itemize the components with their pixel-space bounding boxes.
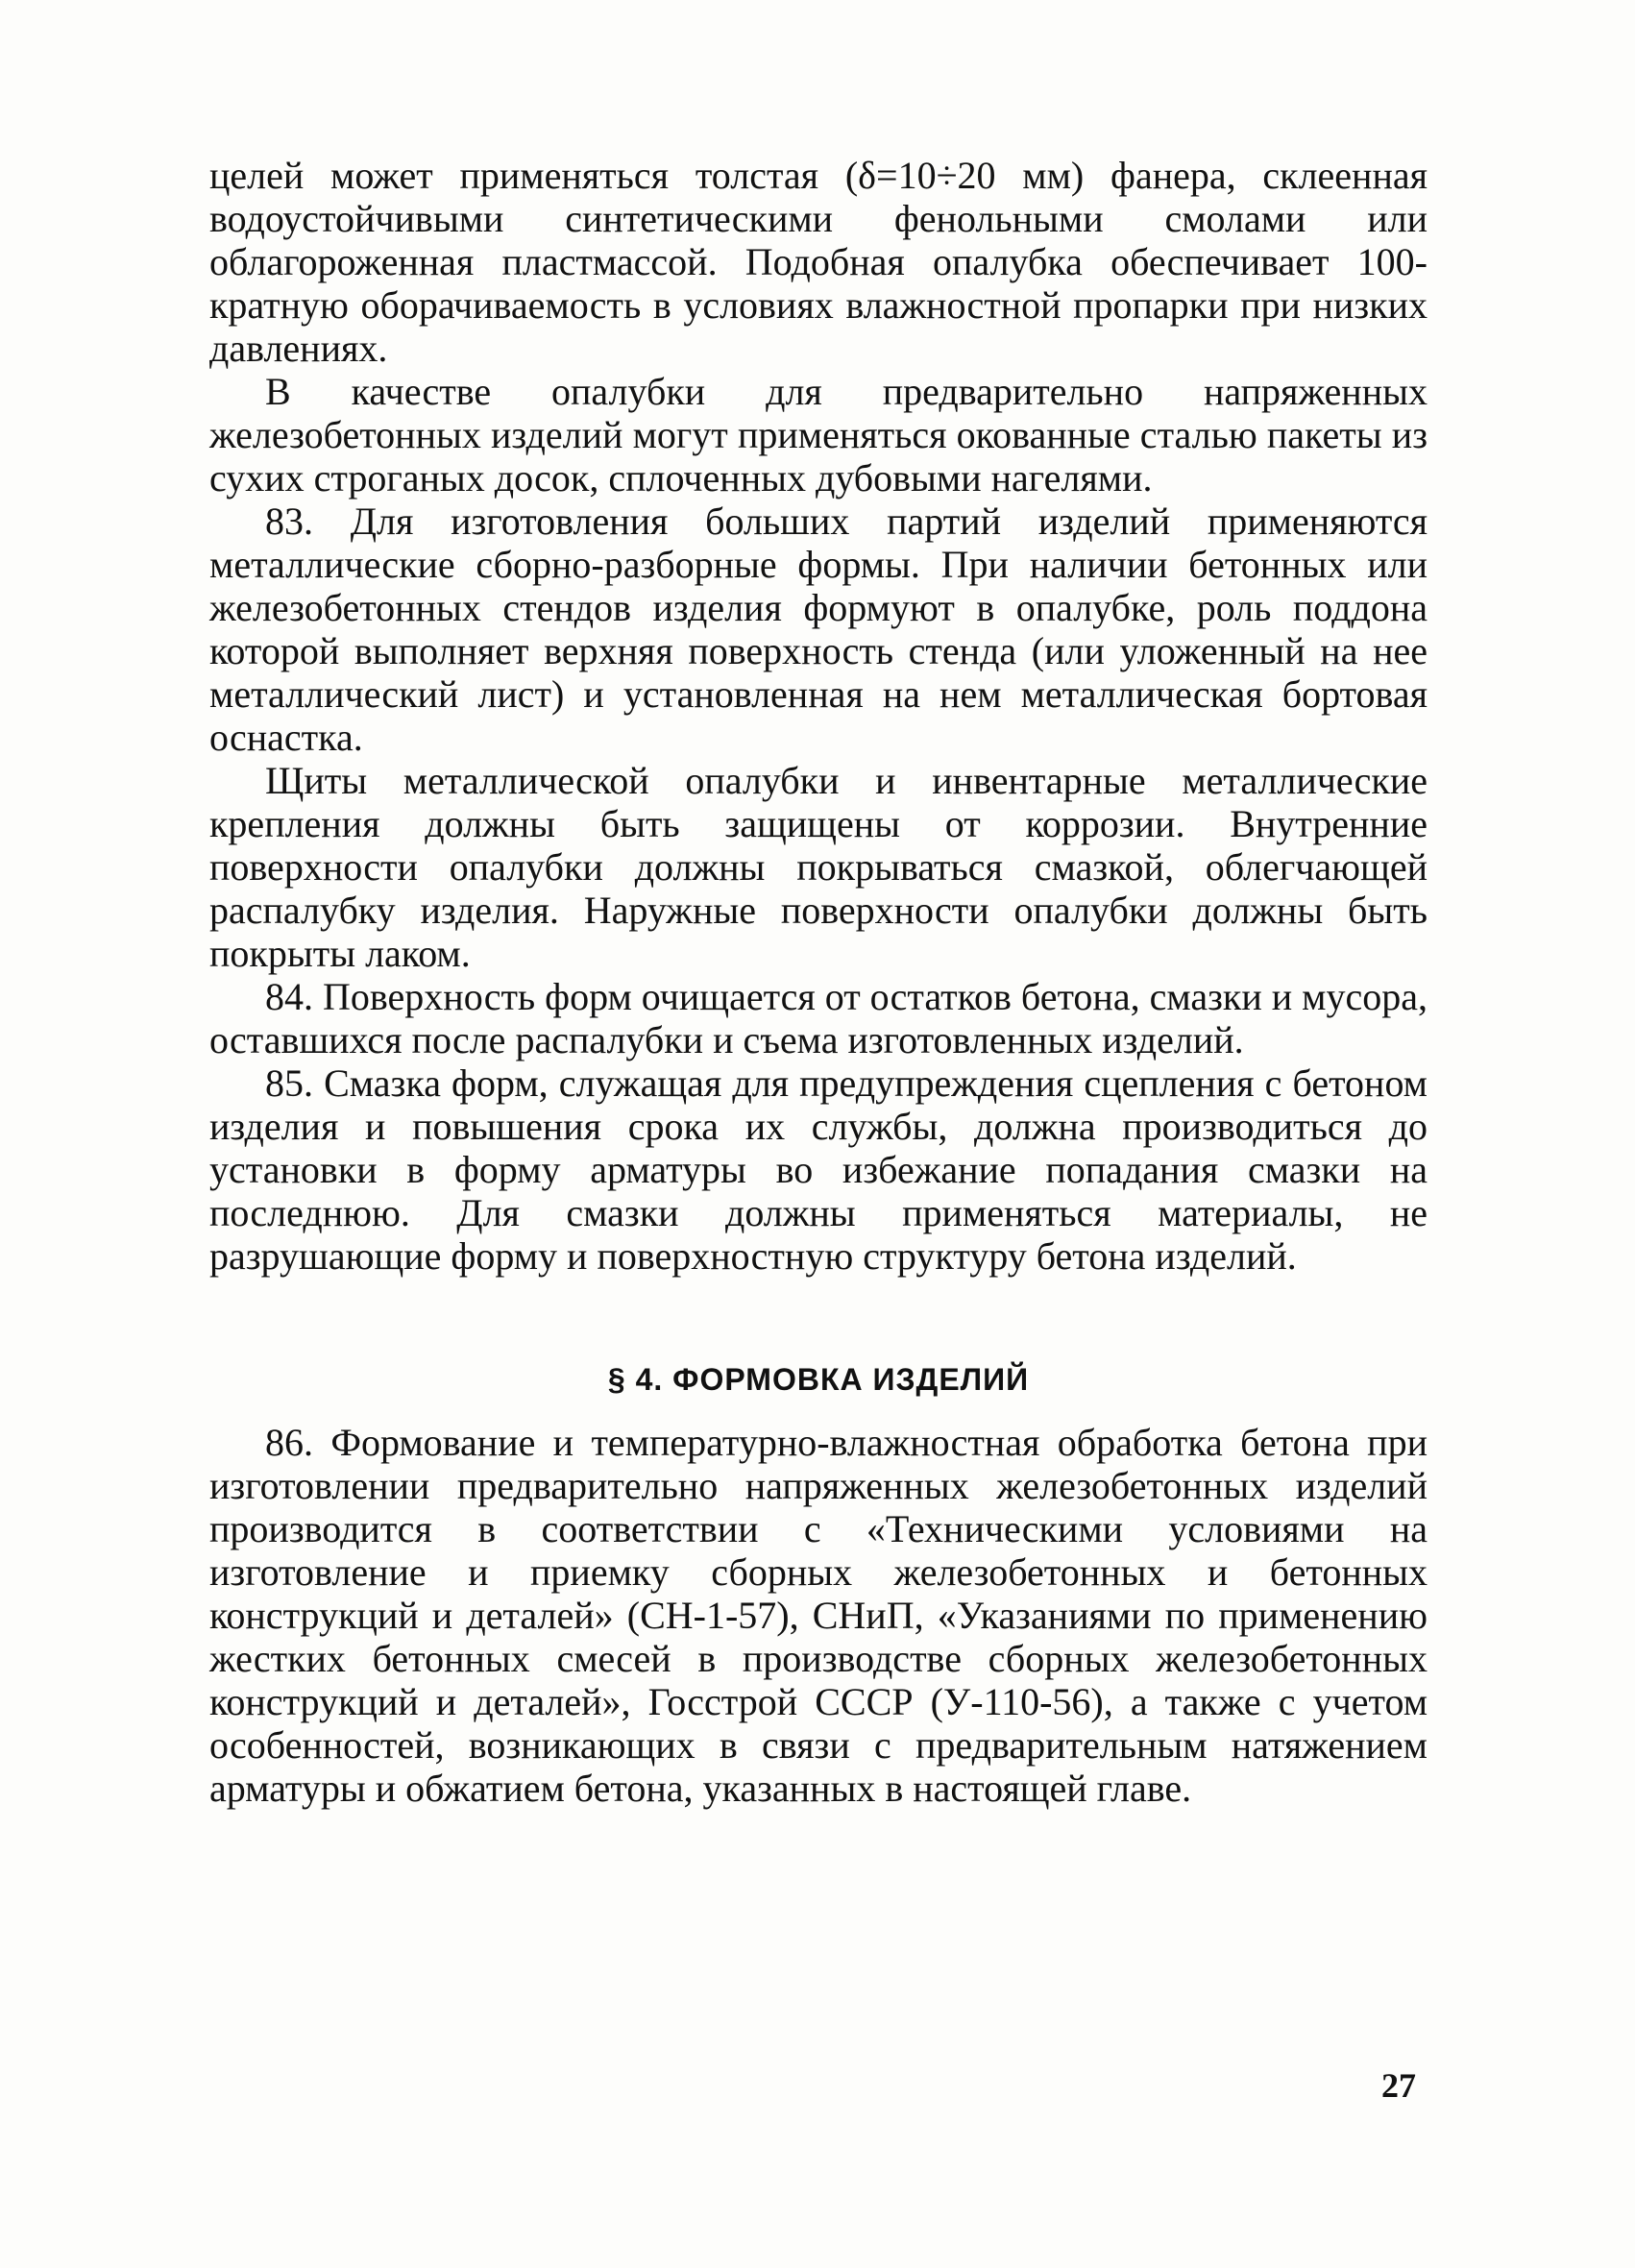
paragraph-83: 83. Для изготовления больших партий изделий применяются металлические сборно-разборные формы. При наличии бетонных или железобетонных стендов изделия формуют в опалубке, роль поддона которой выполняет верхняя поверхность стенда (или уложенный на нее металлический лист) и установленная на нем металлическая бортовая оснастка. bbox=[209, 500, 1428, 759]
paragraph-86: 86. Формование и температурно-влажностная обработка бетона при изготовлении предварительно напряженных железобетонных изделий производится в соответствии с «Техническими условиями на изготовление и приемку сборных железобетонных и бетонных конструкций и деталей» (СН-1-57), СНиП, «Указаниями по применению жестких бетонных смесей в производстве сборных железобетонных конструкций и деталей», Госстрой СССР (У-110-56), а также с учетом особенностей, возникающих в связи с предварительным натяжением арматуры и обжатием бетона, указанных в настоящей главе. bbox=[209, 1421, 1428, 1810]
paragraph-83-corrosion: Щиты металлической опалубки и инвентарные металлические крепления должны быть защищены от коррозии. Внутренние поверхности опалубки должны покрываться смазкой, облегчающей распалубку изделия. Наружные поверхности опалубки должны быть покрыты лаком. bbox=[209, 759, 1428, 975]
body-text bbox=[209, 154, 1428, 1810]
paragraph-84: 84. Поверхность форм очищается от остатков бетона, смазки и мусора, оставшихся после распалубки и съема изготовленных изделий. bbox=[209, 975, 1428, 1061]
paragraph-formwork-packages: В качестве опалубки для предварительно напряженных железобетонных изделий могут применяться окованные сталью пакеты из сухих строганых досок, сплоченных дубовыми нагелями. bbox=[209, 370, 1428, 500]
paragraph-85: 85. Смазка форм, служащая для предупреждения сцепления с бетоном изделия и повышения срока их службы, должна производиться до установки в форму арматуры во избежание попадания смазки на последнюю. Для смазки должны применяться материалы, не разрушающие форму и поверхностную структуру бетона изделий. bbox=[209, 1061, 1428, 1278]
paragraph-continuation: целей может применяться толстая (δ=10÷20 мм) фанера, склеенная водоустойчивыми синтетическими фенольными смолами или облагороженная пластмассой. Подобная опалубка обеспечивает 100-кратную оборачиваемость в условиях влажностной пропарки при низких давлениях. bbox=[209, 154, 1428, 370]
page-number: 27 bbox=[1381, 2066, 1416, 2105]
section-heading: § 4. ФОРМОВКА ИЗДЕЛИЙ bbox=[607, 1362, 1030, 1397]
